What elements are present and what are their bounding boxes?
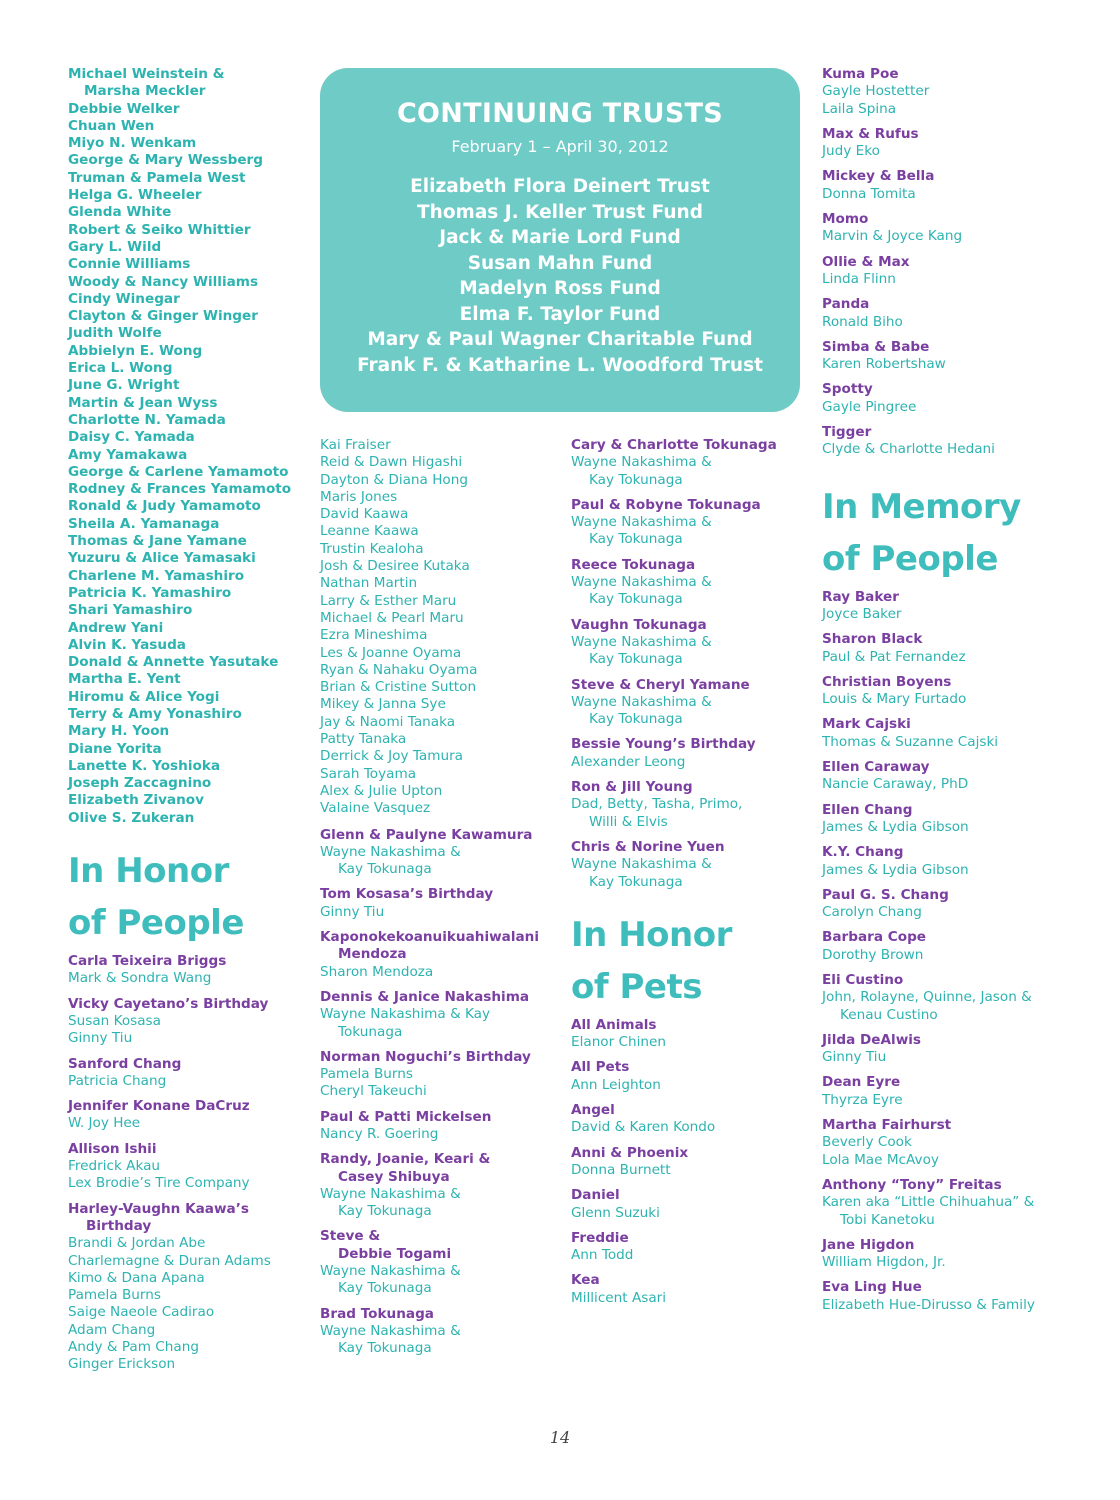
donor-name: June G. Wright [68,377,180,394]
trust-item: Thomas J. Keller Trust Fund [417,201,703,223]
honoree-name: Carla Teixeira Briggs [68,953,227,970]
donor-name: Fredrick Akau [68,1158,161,1175]
honoree-name: K.Y. Chang [822,844,904,861]
honor-entry [822,296,1062,331]
honor-people-list [68,953,300,1374]
donor-name: Kay Tokunaga [589,873,683,890]
column-3 [571,437,811,1315]
donor-name: Derrick & Joy Tamura [320,748,463,765]
honoree-name: Max & Rufus [822,125,919,142]
trust-dates: February 1 – April 30, 2012 [451,137,669,156]
section-title-line: of Pets [571,966,702,1007]
donor-name: Truman & Pamela West [68,169,246,186]
donor-name: Daisy C. Yamada [68,429,195,446]
honor-entry [822,844,1062,879]
donor-name: Gayle Hostetter [822,83,930,100]
honoree-name: All Pets [571,1059,630,1076]
honoree-name: Freddie [571,1229,629,1246]
honor-entry [571,437,811,489]
donor-name: Connie Williams [68,256,191,273]
honor-entry [822,716,1062,751]
section-title-line: In Memory [822,486,1021,527]
donor-name: Glenda White [68,204,172,221]
honor-entry [822,424,1062,459]
donor-name: Ginger Erickson [68,1356,176,1373]
honor-entry [68,1056,300,1091]
honor-entry [320,886,560,921]
donor-name: Elizabeth Zivanov [68,792,204,809]
donor-name: Kenau Custino [840,1006,938,1023]
donor-name: Kay Tokunaga [589,651,683,668]
honoree-name: Vicky Cayetano’s Birthday [68,995,269,1012]
donor-name: Maris Jones [320,488,398,505]
trust-item: Susan Mahn Fund [467,252,653,274]
donor-name: Yuzuru & Alice Yamasaki [68,550,256,567]
honor-entry [571,1017,811,1052]
donor-name: Lex Brodie’s Tire Company [68,1175,250,1192]
trust-list [320,174,800,378]
honoree-name: Kuma Poe [822,66,899,82]
donor-name: Sheila A. Yamanaga [68,515,220,532]
honor-people-title [68,845,300,949]
donor-list [320,437,560,818]
honoree-name: Vaughn Tokunaga [571,616,707,633]
honor-entry [822,674,1062,709]
trust-item: Madelyn Ross Fund [459,278,661,299]
donor-name: Debbie Welker [68,100,180,117]
donor-name: Olive S. Zukeran [68,809,195,826]
honor-entry [822,168,1062,203]
donor-name: Michael & Pearl Maru [320,609,464,626]
honoree-name: Paul G. S. Chang [822,886,949,903]
donor-name: Cheryl Takeuchi [320,1083,427,1100]
donor-name: Judy Eko [822,143,880,160]
donor-name: Mark & Sondra Wang [68,970,212,987]
honoree-name: Barbara Cope [822,929,927,946]
honor-entry [571,1102,811,1137]
honor-entry [68,953,300,988]
page-number: 14 [549,1428,571,1447]
honor-entry [571,1187,811,1222]
donor-name: Lanette K. Yoshioka [68,757,221,774]
donor-name: Thyrza Eyre [822,1091,903,1108]
honor-entry [320,1228,560,1297]
honoree-name: Martha Fairhurst [822,1117,952,1134]
honor-entry [320,1306,560,1358]
donor-name: Andrew Yani [68,619,164,636]
donor-name: Patty Tanaka [320,731,407,748]
honoree-name: Harley-Vaughn Kaawa’s [68,1200,249,1217]
donor-name: Thomas & Suzanne Cajski [822,733,999,750]
donor-name: Ginny Tiu [822,1049,887,1066]
donor-name: Jay & Naomi Tanaka [320,713,456,730]
honor-entry [822,759,1062,794]
honor-entry [822,1177,1062,1229]
honor-entry [822,1117,1062,1169]
honoree-name: Daniel [571,1187,620,1204]
column-2 [320,437,560,1366]
honor-entries [571,437,811,891]
honoree-name: Dean Eyre [822,1074,901,1091]
donor-name: Terry & Amy Yonashiro [68,705,242,722]
honoree-name: Steve & Cheryl Yamane [571,676,750,693]
donor-name: Marsha Meckler [84,83,206,100]
honoree-name: Ollie & Max [822,253,910,270]
donor-name: Rodney & Frances Yamamoto [68,481,292,498]
section-title-line: In Honor [571,914,732,955]
donor-name: Charlotte N. Yamada [68,411,226,428]
donor-name: Kay Tokunaga [338,861,432,878]
honor-entry [571,617,811,669]
donor-name: Wayne Nakashima & [571,514,712,531]
honoree-name: Steve & [320,1228,381,1245]
donor-name: Donna Burnett [571,1161,671,1178]
donor-name: Clayton & Ginger Winger [68,308,258,325]
honoree-name: Spotty [822,381,873,398]
honor-pets-title [571,909,811,1013]
donor-name: Sharon Mendoza [320,963,434,980]
donor-name: Ginny Tiu [68,1030,133,1047]
honoree-name: Kea [571,1272,600,1289]
honor-entry [68,1098,300,1133]
donor-name: Erica L. Wong [68,360,173,377]
donor-name: Kay Tokunaga [338,1203,432,1220]
honor-entry [822,887,1062,922]
trust-item: Frank F. & Katharine L. Woodford Trust [357,354,763,376]
honor-entry [822,126,1062,161]
donor-name: Saige Naeole Cadirao [68,1304,215,1321]
trust-title: CONTINUING TRUSTS [396,98,724,129]
donor-name: James & Lydia Gibson [822,818,969,835]
donor-name: Glenn Suzuki [571,1204,660,1221]
donor-name: Charlemagne & Duran Adams [68,1252,271,1269]
donor-name: Ginny Tiu [320,903,385,920]
donor-name: Wayne Nakashima & [320,843,461,860]
donor-name: Robert & Seiko Whittier [68,221,251,238]
honoree-name: Ellen Chang [822,801,913,818]
honoree-name: Jilda DeAlwis [822,1031,922,1048]
donor-name: Kay Tokunaga [338,1340,432,1357]
honoree-name: Chris & Norine Yuen [571,838,725,855]
donor-name: Kimo & Dana Apana [68,1269,205,1286]
donor-name: Ezra Mineshima [320,627,428,644]
honoree-name: Birthday [86,1217,152,1234]
honoree-name: All Animals [571,1016,657,1033]
donor-name: Wayne Nakashima & [571,633,712,650]
donor-name: Mary H. Yoon [68,723,170,740]
donor-name: Chuan Wen [68,117,155,134]
honoree-name: Eva Ling Hue [822,1279,922,1296]
donor-name: Millicent Asari [571,1289,667,1306]
donor-name: W. Joy Hee [68,1115,141,1132]
column-1 [68,66,300,1382]
honoree-name: Allison Ishii [68,1140,157,1157]
donor-name: Abbielyn E. Wong [68,342,203,359]
honoree-name: Brad Tokunaga [320,1305,434,1322]
donor-name: Pamela Burns [68,1287,161,1304]
honor-entry [320,1049,560,1101]
honoree-name: Tigger [822,424,872,441]
donor-name: Judith Wolfe [68,325,162,342]
donor-name: Pamela Burns [320,1066,413,1083]
donor-name: Adam Chang [68,1321,156,1338]
donor-name: George & Mary Wessberg [68,152,263,169]
donor-list [68,66,300,827]
honor-entry [571,736,811,771]
donor-name: Tobi Kanetoku [840,1211,935,1228]
donor-name: Kay Tokunaga [589,471,683,488]
donor-name: Trustin Kealoha [320,540,424,557]
honoree-name: Mickey & Bella [822,168,935,185]
donor-name: Patricia Chang [68,1072,167,1089]
donor-name: Alexander Leong [571,753,686,770]
donor-name: Donna Tomita [822,185,916,202]
donor-name: Hiromu & Alice Yogi [68,688,220,705]
honoree-name: Casey Shibuya [338,1168,450,1185]
honoree-name: Jennifer Konane DaCruz [68,1098,250,1115]
donor-name: Clyde & Charlotte Hedani [822,441,995,458]
honor-entry [822,929,1062,964]
donor-name: Wayne Nakashima & [571,454,712,471]
honor-entry [822,66,1062,118]
honor-entry [571,839,811,891]
donor-name: Joseph Zaccagnino [68,775,212,792]
honor-entry [68,996,300,1048]
section-title-line: of People [822,538,998,579]
honoree-name: Randy, Joanie, Keari & [320,1151,491,1168]
honoree-name: Eli Custino [822,971,904,988]
honoree-name: Bessie Young’s Birthday [571,736,756,753]
honor-entry [822,631,1062,666]
trust-item: Elma F. Taylor Fund [459,303,661,325]
donor-name: Woody & Nancy Williams [68,273,259,290]
honoree-name: Sharon Black [822,631,923,648]
donor-name: Karen aka “Little Chihuahua” & [822,1194,1035,1211]
honoree-name: Kaponokekoanuikuahiwalani [320,929,540,946]
donor-name: Thomas & Jane Yamane [68,533,247,550]
donor-name: Gary L. Wild [68,238,162,255]
honor-entry [822,339,1062,374]
honor-entry [571,1145,811,1180]
donor-name: Amy Yamakawa [68,446,188,463]
honoree-name: Sanford Chang [68,1055,182,1072]
donor-name: David Kaawa [320,506,409,523]
donor-name: Beverly Cook [822,1134,912,1151]
honoree-name: Paul & Patti Mickelsen [320,1108,492,1125]
memory-people-list [822,589,1062,1314]
donor-name: Cindy Winegar [68,290,180,307]
donor-name: William Higdon, Jr. [822,1254,946,1271]
donor-name: Wayne Nakashima & [571,693,712,710]
trust-item: Jack & Marie Lord Fund [439,227,681,248]
trust-item: Mary & Paul Wagner Charitable Fund [367,329,753,350]
honor-entry [68,1201,300,1374]
donor-name: Diane Yorita [68,740,162,757]
donor-name: Kay Tokunaga [589,531,683,548]
donor-name: David & Karen Kondo [571,1119,716,1136]
donor-name: Ronald Biho [822,313,903,330]
donor-name: Elizabeth Hue-Dirusso & Family [822,1296,1035,1313]
donor-name: Nancie Caraway, PhD [822,776,969,793]
donor-name: Wayne Nakashima & [320,1185,461,1202]
honor-pets-list [571,1017,811,1307]
honor-entry [571,1059,811,1094]
honoree-name: Mendoza [338,946,407,963]
honoree-name: Angel [571,1102,615,1119]
donor-name: Larry & Esther Maru [320,592,457,609]
honor-entry [822,802,1062,837]
donor-name: Kay Tokunaga [589,591,683,608]
donor-name: Patricia K. Yamashiro [68,584,232,601]
honoree-name: Debbie Togami [338,1245,452,1262]
donor-name: Linda Flinn [822,270,896,287]
honor-entry [571,497,811,549]
donor-name: Mikey & Janna Sye [320,696,446,713]
donor-name: Ann Leighton [571,1076,661,1093]
honoree-name: Dennis & Janice Nakashima [320,988,530,1005]
honoree-name: Ray Baker [822,588,899,605]
donor-name: Alvin K. Yasuda [68,636,186,653]
honoree-name: Reece Tokunaga [571,556,696,573]
donor-name: Kai Fraiser [320,437,391,453]
honoree-name: Norman Noguchi’s Birthday [320,1048,531,1065]
donor-name: Dayton & Diana Hong [320,471,468,488]
donor-name: Kay Tokunaga [589,711,683,728]
donor-name: Ann Todd [571,1247,634,1264]
honor-entries [320,827,560,1358]
honor-pets-list [822,66,1062,459]
donor-name: George & Carlene Yamamoto [68,463,289,480]
donor-name: Michael Weinstein & [68,66,225,82]
donor-name: Joyce Baker [822,605,902,622]
donor-name: Leanne Kaawa [320,523,419,540]
donor-name: Brian & Cristine Sutton [320,679,477,696]
donor-name: Helga G. Wheeler [68,187,202,204]
donor-name: Alex & Julie Upton [320,782,443,799]
donor-name: Ronald & Judy Yamamoto [68,498,261,515]
donor-name: Valaine Vasquez [320,800,431,817]
donor-name: James & Lydia Gibson [822,861,969,878]
continuing-trusts-box [320,68,800,412]
honoree-name: Panda [822,296,870,313]
donor-name: Ryan & Nahaku Oyama [320,661,478,678]
honor-entry [822,1074,1062,1109]
honor-entry [822,1032,1062,1067]
donor-name: Tokunaga [338,1023,403,1040]
donor-name: Lola Mae McAvoy [822,1151,939,1168]
donor-name: Marvin & Joyce Kang [822,228,963,245]
honor-entry [571,779,811,831]
donor-name: Les & Joanne Oyama [320,644,462,661]
honor-entry [822,589,1062,624]
honor-entry [320,1109,560,1144]
honor-entry [320,989,560,1041]
honor-entry [320,929,560,981]
honoree-name: Ellen Caraway [822,759,930,776]
donor-name: John, Rolayne, Quinne, Jason & [822,989,1032,1006]
honoree-name: Christian Boyens [822,673,952,690]
donor-name: Wayne Nakashima & [320,1263,461,1280]
donor-name: Wayne Nakashima & [571,856,712,873]
honor-entry [822,1237,1062,1272]
section-title-line: of People [68,903,244,944]
honoree-name: Momo [822,211,869,228]
donor-name: Charlene M. Yamashiro [68,567,245,584]
donor-name: Willi & Elvis [589,813,668,830]
honor-entry [822,211,1062,246]
honoree-name: Simba & Babe [822,338,930,355]
honor-entry [822,254,1062,289]
donor-name: Dad, Betty, Tasha, Primo, [571,796,743,813]
honoree-name: Mark Cajski [822,716,911,733]
honor-entry [822,972,1062,1024]
donor-name: Dorothy Brown [822,946,924,963]
donor-name: Andy & Pam Chang [68,1339,199,1355]
honoree-name: Paul & Robyne Tokunaga [571,496,761,513]
honor-entry [571,1230,811,1265]
honoree-name: Cary & Charlotte Tokunaga [571,437,777,453]
honoree-name: Ron & Jill Young [571,779,693,796]
honor-entry [68,1141,300,1193]
honor-entry [571,677,811,729]
donor-name: Nancy R. Goering [320,1125,439,1142]
honoree-name: Tom Kosasa’s Birthday [320,886,494,903]
donor-name: Carolyn Chang [822,904,922,921]
donor-name: Kay Tokunaga [338,1280,432,1297]
memory-people-title [822,481,1062,585]
column-4 [822,66,1062,1322]
donor-name: Martha E. Yent [68,671,181,688]
donor-name: Brandi & Jordan Abe [68,1235,206,1252]
honor-entry [320,1151,560,1220]
honoree-name: Anni & Phoenix [571,1144,689,1161]
donor-name: Gayle Pingree [822,398,917,415]
donor-name: Karen Robertshaw [822,356,946,373]
donor-name: Sarah Toyama [320,765,417,782]
donor-name: Wayne Nakashima & Kay [320,1006,491,1023]
donor-name: Miyo N. Wenkam [68,135,197,152]
honor-entry [320,827,560,879]
donor-name: Nathan Martin [320,575,418,592]
donor-name: Martin & Jean Wyss [68,394,218,411]
donor-name: Elanor Chinen [571,1034,667,1051]
donor-name: Laila Spina [822,100,897,117]
honoree-name: Anthony “Tony” Freitas [822,1176,1002,1193]
donor-name: Paul & Pat Fernandez [822,648,966,665]
honor-entry [822,381,1062,416]
donor-name: Reid & Dawn Higashi [320,454,463,471]
donor-name: Shari Yamashiro [68,602,193,619]
honoree-name: Glenn & Paulyne Kawamura [320,826,533,843]
honoree-name: Jane Higdon [822,1236,915,1253]
donor-name: Wayne Nakashima & [320,1322,461,1339]
honor-entry [822,1279,1062,1314]
donor-name: Susan Kosasa [68,1012,161,1029]
trust-item: Elizabeth Flora Deinert Trust [410,176,710,197]
honor-entry [571,557,811,609]
honor-entry [571,1272,811,1307]
donor-name: Wayne Nakashima & [571,574,712,591]
section-title-line: In Honor [68,851,229,892]
donor-name: Donald & Annette Yasutake [68,654,279,671]
donor-name: Josh & Desiree Kutaka [320,558,470,575]
donor-name: Louis & Mary Furtado [822,691,967,708]
